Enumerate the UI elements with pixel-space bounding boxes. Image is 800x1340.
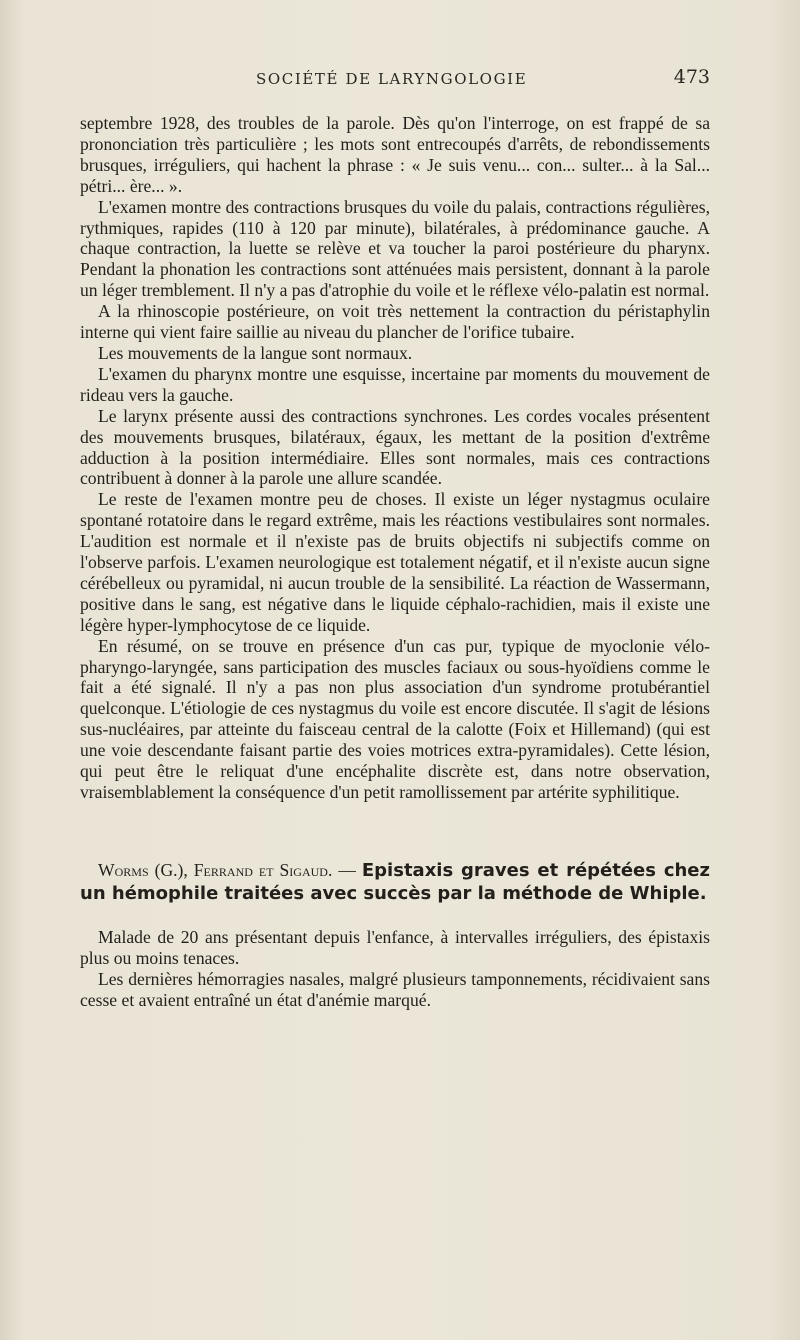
paragraph: A la rhinoscopie postérieure, on voit très nettement la contraction du péristaphylin interne qui vient faire saillie au niveau du plancher de l'orifice tubaire. bbox=[80, 301, 710, 343]
body-text bbox=[80, 113, 710, 1011]
article-title: Epistaxis graves et répétées chez un hémophile traitées avec succès par la méthode de Whiple. bbox=[80, 859, 710, 904]
article-authors: Worms (G.), Ferrand et Sigaud. bbox=[98, 859, 333, 880]
running-head: SOCIÉTÉ DE LARYNGOLOGIE bbox=[256, 70, 528, 88]
paragraph: Les mouvements de la langue sont normaux. bbox=[98, 342, 413, 363]
paragraph: En résumé, on se trouve en présence d'un cas pur, typique de myoclonie vélo-pharyngo-laryngée, sans participation des muscles faciaux ou sous-hyoïdiens comme le fait a été signalé. Il n'y a pas non plus association d'un syndrome protubérantiel quelconque. L'étiologie de ces nystagmus du voile est encore discutée. Il s'agit de lésions sus-nucléaires, par atteinte du faisceau central de la calotte (Foix et Hillemand) (qui est une voie descendante faisant partie des voies motrices extra-pyramidales). Cette lésion, qui peut être le reliquat d'une encéphalite discrète est, dans notre observation, vraisemblablement la conséquence d'un petit ramollissement par artérite syphilitique. bbox=[80, 635, 710, 802]
page-number: 473 bbox=[673, 66, 710, 88]
article-dash: — bbox=[332, 859, 362, 880]
paragraph: Le reste de l'examen montre peu de choses. Il existe un léger nystagmus oculaire spontané rotatoire dans le regard extrême, mais les réactions vestibulaires sont normales. L'audition est normale et il n'existe pas de bruits objectifs ni subjectifs comme on l'observe parfois. L'examen neurologique est totalement négatif, et il n'existe aucun signe cérébelleux ou pyramidal, ni aucun trouble de la sensibilité. La réaction de Wassermann, positive dans le sang, est négative dans le liquide céphalo-rachidien, mais il existe une légère hyper-lymphocytose de ce liquide. bbox=[80, 489, 710, 635]
paragraph: Malade de 20 ans présentant depuis l'enfance, à intervalles irréguliers, des épistaxis plus ou moins tenaces. bbox=[80, 926, 710, 968]
paragraph: septembre 1928, des troubles de la parole. Dès qu'on l'interroge, on est frappé de sa prononciation très particulière ; les mots sont entrecoupés d'arrêts, de rebondissements brusques, irréguliers, qui hachent la phrase : « Je suis venu... con... sulter... à la Sal... pétri... ère... ». bbox=[80, 113, 710, 196]
spacer bbox=[80, 905, 710, 927]
paragraph: L'examen du pharynx montre une esquisse, incertaine par moments du mouvement de rideau vers la gauche. bbox=[80, 363, 710, 405]
paragraph: Les dernières hémorragies nasales, malgré plusieurs tamponnements, récidivaient sans cesse et avaient entraîné un état d'anémie marqué. bbox=[80, 968, 710, 1010]
paragraph: Le larynx présente aussi des contractions synchrones. Les cordes vocales présentent des mouvements brusques, bilatéraux, égaux, les mettant de la position d'extrême adduction à la position intermédiaire. Elles sont normales, mais ces contractions contribuent à donner à la parole une allure scandée. bbox=[80, 405, 710, 489]
article-heading bbox=[80, 859, 710, 905]
paragraph: L'examen montre des contractions brusques du voile du palais, contractions régulières, rythmiques, rapides (110 à 120 par minute), bilatérales, à prédominance gauche. A chaque contraction, la luette se relève et va toucher la paroi postérieure du pharynx. Pendant la phonation les contractions sont atténuées mais persistent, donnant à la parole un léger tremblement. Il n'y a pas d'atrophie du voile et le réflexe vélo-palatin est normal. bbox=[80, 196, 710, 301]
page-header bbox=[80, 66, 710, 94]
